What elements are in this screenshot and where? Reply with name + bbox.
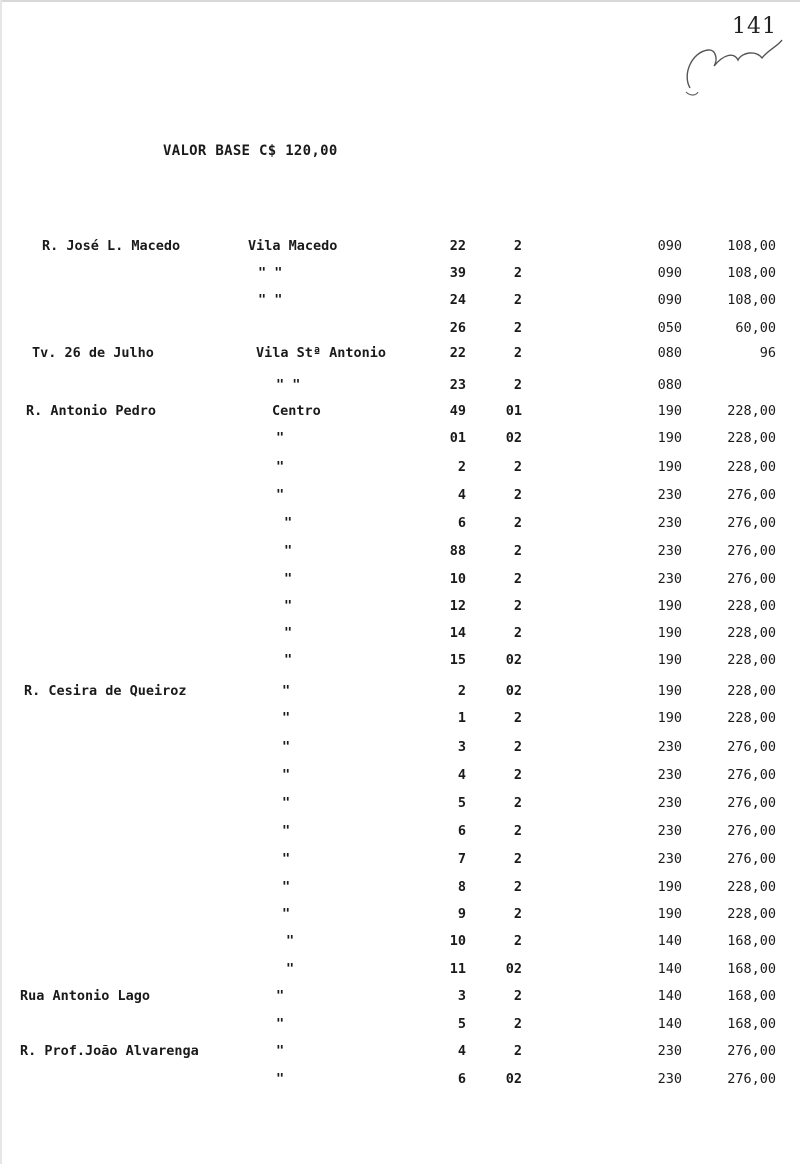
- code-cell: 190: [657, 879, 682, 895]
- quantity-cell: 2: [513, 1016, 522, 1032]
- house-number-cell: 22: [449, 238, 466, 254]
- value-cell: 228,00: [727, 403, 776, 419]
- quantity-cell: 02: [505, 430, 522, 446]
- quantity-cell: 2: [513, 933, 522, 949]
- district-cell: ": [282, 823, 291, 839]
- page-top-edge: [0, 0, 800, 2]
- house-number-cell: 6: [457, 515, 466, 531]
- code-cell: 190: [657, 683, 682, 699]
- district-cell: ": [282, 906, 291, 922]
- quantity-cell: 02: [505, 1071, 522, 1087]
- district-cell: ": [282, 795, 291, 811]
- table-row: [0, 710, 800, 730]
- code-cell: 090: [657, 238, 682, 254]
- table-row: [0, 265, 800, 285]
- quantity-cell: 02: [505, 683, 522, 699]
- house-number-cell: 7: [457, 851, 466, 867]
- district-cell: " ": [258, 265, 283, 281]
- district-cell: ": [276, 1071, 285, 1087]
- quantity-cell: 2: [513, 795, 522, 811]
- value-cell: 108,00: [727, 292, 776, 308]
- house-number-cell: 3: [457, 739, 466, 755]
- house-number-cell: 14: [449, 625, 466, 641]
- code-cell: 050: [657, 320, 682, 336]
- code-cell: 190: [657, 598, 682, 614]
- house-number-cell: 9: [457, 906, 466, 922]
- value-cell: 276,00: [727, 515, 776, 531]
- code-cell: 230: [657, 571, 682, 587]
- quantity-cell: 01: [505, 403, 522, 419]
- value-cell: 276,00: [727, 767, 776, 783]
- code-cell: 230: [657, 739, 682, 755]
- code-cell: 140: [657, 933, 682, 949]
- house-number-cell: 5: [457, 1016, 466, 1032]
- table-row: [0, 1071, 800, 1091]
- table-row: [0, 933, 800, 953]
- district-cell: ": [276, 988, 285, 1004]
- house-number-cell: 2: [457, 459, 466, 475]
- house-number-cell: 10: [449, 571, 466, 587]
- code-cell: 230: [657, 795, 682, 811]
- quantity-cell: 2: [513, 1043, 522, 1059]
- table-row: [0, 652, 800, 672]
- value-cell: 228,00: [727, 879, 776, 895]
- quantity-cell: 02: [505, 652, 522, 668]
- house-number-cell: 15: [449, 652, 466, 668]
- district-cell: ": [282, 767, 291, 783]
- code-cell: 140: [657, 1016, 682, 1032]
- quantity-cell: 2: [513, 320, 522, 336]
- value-cell: 276,00: [727, 543, 776, 559]
- code-cell: 230: [657, 767, 682, 783]
- house-number-cell: 88: [449, 543, 466, 559]
- district-cell: ": [276, 1016, 285, 1032]
- table-row: [0, 430, 800, 450]
- value-cell: 228,00: [727, 683, 776, 699]
- district-cell: ": [282, 879, 291, 895]
- house-number-cell: 4: [457, 1043, 466, 1059]
- house-number-cell: 24: [449, 292, 466, 308]
- quantity-cell: 2: [513, 625, 522, 641]
- house-number-cell: 5: [457, 795, 466, 811]
- district-cell: Centro: [272, 403, 321, 419]
- house-number-cell: 6: [457, 1071, 466, 1087]
- value-cell: 108,00: [727, 265, 776, 281]
- quantity-cell: 2: [513, 598, 522, 614]
- street-cell: R. Cesira de Queiroz: [24, 683, 187, 699]
- code-cell: 230: [657, 487, 682, 503]
- district-cell: ": [282, 851, 291, 867]
- house-number-cell: 2: [457, 683, 466, 699]
- code-cell: 230: [657, 1071, 682, 1087]
- quantity-cell: 2: [513, 292, 522, 308]
- quantity-cell: 2: [513, 851, 522, 867]
- table-row: [0, 739, 800, 759]
- code-cell: 230: [657, 823, 682, 839]
- value-cell: 96: [759, 345, 776, 361]
- code-cell: 140: [657, 988, 682, 1004]
- table-row: [0, 906, 800, 926]
- district-cell: ": [276, 1043, 285, 1059]
- table-row: [0, 795, 800, 815]
- value-cell: 60,00: [735, 320, 776, 336]
- quantity-cell: 2: [513, 823, 522, 839]
- code-cell: 230: [657, 1043, 682, 1059]
- code-cell: 090: [657, 292, 682, 308]
- table-row: [0, 459, 800, 479]
- table-row: [0, 515, 800, 535]
- code-cell: 190: [657, 430, 682, 446]
- base-value-heading: VALOR BASE C$ 120,00: [163, 143, 338, 159]
- table-row: [0, 598, 800, 618]
- quantity-cell: 2: [513, 710, 522, 726]
- value-cell: 108,00: [727, 238, 776, 254]
- code-cell: 080: [657, 377, 682, 393]
- code-cell: 140: [657, 961, 682, 977]
- code-cell: 090: [657, 265, 682, 281]
- code-cell: 190: [657, 459, 682, 475]
- value-cell: 168,00: [727, 933, 776, 949]
- table-row: [0, 571, 800, 591]
- quantity-cell: 2: [513, 345, 522, 361]
- code-cell: 230: [657, 515, 682, 531]
- value-cell: 276,00: [727, 823, 776, 839]
- street-cell: R. Prof.João Alvarenga: [20, 1043, 199, 1059]
- quantity-cell: 2: [513, 906, 522, 922]
- table-row: [0, 988, 800, 1008]
- district-cell: " ": [276, 377, 301, 393]
- table-row: [0, 377, 800, 397]
- table-row: [0, 1016, 800, 1036]
- district-cell: ": [276, 459, 285, 475]
- table-row: [0, 238, 800, 258]
- code-cell: 190: [657, 403, 682, 419]
- code-cell: 230: [657, 543, 682, 559]
- table-row: [0, 543, 800, 563]
- code-cell: 190: [657, 906, 682, 922]
- district-cell: ": [284, 598, 293, 614]
- district-cell: ": [286, 961, 295, 977]
- value-cell: 228,00: [727, 459, 776, 475]
- quantity-cell: 2: [513, 739, 522, 755]
- table-row: [0, 961, 800, 981]
- table-row: [0, 851, 800, 871]
- table-row: [0, 345, 800, 365]
- table-row: [0, 403, 800, 423]
- table-row: [0, 292, 800, 312]
- quantity-cell: 2: [513, 265, 522, 281]
- quantity-cell: 2: [513, 459, 522, 475]
- house-number-cell: 3: [457, 988, 466, 1004]
- quantity-cell: 2: [513, 988, 522, 1004]
- value-cell: 276,00: [727, 1043, 776, 1059]
- code-cell: 230: [657, 851, 682, 867]
- street-cell: R. Antonio Pedro: [26, 403, 157, 419]
- value-cell: 168,00: [727, 1016, 776, 1032]
- house-number-cell: 4: [457, 767, 466, 783]
- value-cell: 276,00: [727, 851, 776, 867]
- table-row: [0, 487, 800, 507]
- table-row: [0, 683, 800, 703]
- value-cell: 168,00: [727, 961, 776, 977]
- quantity-cell: 2: [513, 571, 522, 587]
- house-number-cell: 11: [449, 961, 466, 977]
- house-number-cell: 10: [449, 933, 466, 949]
- table-row: [0, 625, 800, 645]
- value-cell: 228,00: [727, 598, 776, 614]
- district-cell: ": [276, 487, 285, 503]
- street-cell: R. José L. Macedo: [42, 238, 181, 254]
- quantity-cell: 2: [513, 487, 522, 503]
- house-number-cell: 1: [457, 710, 466, 726]
- house-number-cell: 6: [457, 823, 466, 839]
- street-cell: Tv. 26 de Julho: [32, 345, 154, 361]
- quantity-cell: 2: [513, 767, 522, 783]
- value-cell: 168,00: [727, 988, 776, 1004]
- value-cell: 276,00: [727, 739, 776, 755]
- page-number: 141: [732, 14, 777, 39]
- value-cell: 276,00: [727, 487, 776, 503]
- house-number-cell: 26: [449, 320, 466, 336]
- quantity-cell: 2: [513, 238, 522, 254]
- table-row: [0, 879, 800, 899]
- value-cell: 276,00: [727, 795, 776, 811]
- house-number-cell: 8: [457, 879, 466, 895]
- district-cell: ": [284, 543, 293, 559]
- value-cell: 228,00: [727, 710, 776, 726]
- district-cell: ": [282, 683, 291, 699]
- handwritten-initial-mark: [678, 30, 788, 100]
- house-number-cell: 12: [449, 598, 466, 614]
- district-cell: ": [284, 571, 293, 587]
- table-row: [0, 823, 800, 843]
- district-cell: ": [282, 710, 291, 726]
- value-cell: 276,00: [727, 571, 776, 587]
- value-cell: 228,00: [727, 430, 776, 446]
- table-row: [0, 1043, 800, 1063]
- code-cell: 190: [657, 652, 682, 668]
- value-cell: 276,00: [727, 1071, 776, 1087]
- district-cell: ": [286, 933, 295, 949]
- district-cell: ": [284, 652, 293, 668]
- quantity-cell: 2: [513, 543, 522, 559]
- table-row: [0, 767, 800, 787]
- quantity-cell: 02: [505, 961, 522, 977]
- house-number-cell: 23: [449, 377, 466, 393]
- quantity-cell: 2: [513, 377, 522, 393]
- district-cell: ": [284, 625, 293, 641]
- street-cell: Rua Antonio Lago: [20, 988, 151, 1004]
- quantity-cell: 2: [513, 879, 522, 895]
- district-cell: Vila Macedo: [248, 238, 338, 254]
- quantity-cell: 2: [513, 515, 522, 531]
- code-cell: 080: [657, 345, 682, 361]
- house-number-cell: 4: [457, 487, 466, 503]
- table-row: [0, 320, 800, 340]
- code-cell: 190: [657, 710, 682, 726]
- house-number-cell: 49: [449, 403, 466, 419]
- value-cell: 228,00: [727, 906, 776, 922]
- value-cell: 228,00: [727, 652, 776, 668]
- code-cell: 190: [657, 625, 682, 641]
- district-cell: ": [284, 515, 293, 531]
- district-cell: " ": [258, 292, 283, 308]
- value-cell: 228,00: [727, 625, 776, 641]
- district-cell: ": [282, 739, 291, 755]
- house-number-cell: 39: [449, 265, 466, 281]
- district-cell: Vila Stª Antonio: [256, 345, 387, 361]
- house-number-cell: 01: [449, 430, 466, 446]
- district-cell: ": [276, 430, 285, 446]
- house-number-cell: 22: [449, 345, 466, 361]
